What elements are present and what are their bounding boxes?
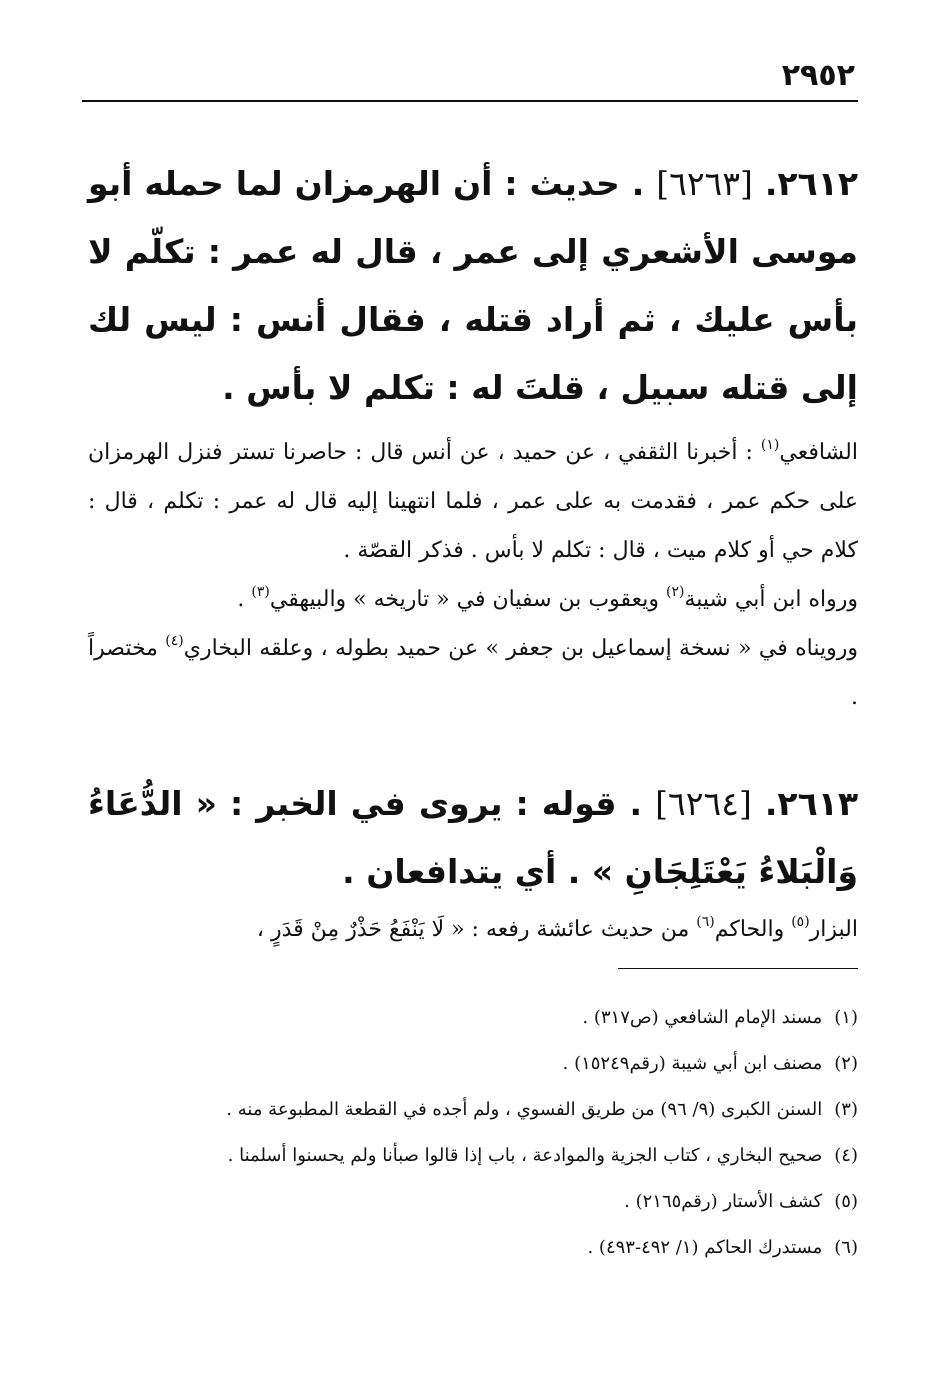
text-span: ويعقوب بن سفيان في « تاريخه » والبيهقي — [269, 587, 666, 612]
entry-text: . حديث : أن الهرمزان لما حمله أبو موسى الأشعري إلى عمر ، قال له عمر : تكلّم لا بأس عليك ، ثم أراد قتله ، فقال أنس : ليس لك إلى قتله سبيل ، قلتَ له : تكلم لا بأس . — [88, 164, 858, 407]
footnote-number: (٦) — [834, 1237, 858, 1258]
entry-reference: [٦٢٦٣] — [656, 164, 753, 203]
footnote-marker: (٦) — [696, 914, 715, 930]
footnote-number: (١) — [834, 1007, 858, 1028]
entry-2613-commentary — [88, 905, 858, 954]
footnote-marker: (١) — [760, 437, 780, 453]
footnote-text: مسند الإمام الشافعي (ص٣١٧) . — [582, 1007, 823, 1028]
footnote — [88, 1225, 858, 1271]
footnote — [88, 1041, 858, 1087]
footnote-separator — [618, 968, 858, 969]
footnote-number: (٥) — [834, 1191, 858, 1212]
text-span: الشافعي — [779, 440, 858, 465]
page-number: ٢٩٥٢ — [781, 58, 855, 93]
footnote-number: (٣) — [834, 1099, 858, 1120]
entry-2613-heading — [88, 770, 858, 906]
footnote-marker: (٢) — [665, 584, 685, 600]
entry-text: . قوله : يروى في الخبر : « الدُّعَاءُ وَالْبَلاءُ يَعْتَلِجَانِ » . أي يتدافعان . — [88, 784, 858, 891]
footnote — [88, 1087, 858, 1133]
footnote-text: السنن الكبرى (٩/ ٩٦) من طريق الفسوي ، ولم أجده في القطعة المطبوعة منه . — [226, 1099, 823, 1120]
footnotes — [88, 995, 858, 1271]
entry-number: ٢٦١٣. — [764, 784, 858, 823]
commentary-paragraph — [88, 428, 858, 575]
text-span: ورواه ابن أبي شيبة — [684, 587, 858, 612]
commentary-paragraph — [88, 575, 858, 624]
text-span: : أخبرنا الثقفي ، عن حميد ، عن أنس قال : حاصرنا تستر فنزل الهرمزان على حكم عمر ، فقدمت به على عمر ، فلما انتهينا إليه قال له عمر : تكلم ، قال : كلام حي أو كلام ميت ، قال : تكلم لا بأس . فذكر القصّة . — [88, 440, 858, 563]
text-span: من حديث عائشة رفعه : « لَا يَنْفَعُ حَذْرٌ مِنْ قَدَرٍ ، — [256, 917, 697, 942]
footnote — [88, 1133, 858, 1179]
footnote-text: مصنف ابن أبي شيبة (رقم١٥٢٤٩) . — [562, 1053, 823, 1074]
footnote-marker: (٥) — [791, 914, 810, 930]
footnote-text: صحيح البخاري ، كتاب الجزية والموادعة ، باب إذا قالوا صبأنا ولم يحسنوا أسلمنا . — [227, 1145, 823, 1166]
entry-number: ٢٦١٢. — [764, 164, 858, 203]
commentary-paragraph — [88, 624, 858, 722]
text-span: ورويناه في « نسخة إسماعيل بن جعفر » عن حميد بطوله ، وعلقه البخاري — [183, 636, 858, 661]
text-span: البزار — [809, 917, 858, 942]
footnote — [88, 1179, 858, 1225]
footnote-marker: (٤) — [165, 633, 184, 649]
footnote-text: كشف الأستار (رقم٢١٦٥) . — [624, 1191, 823, 1212]
entry-2612-commentary — [88, 428, 858, 722]
text-span: مختصراً . — [88, 636, 858, 710]
footnote-text: مستدرك الحاكم (١/ ٤٩٢-٤٩٣) . — [587, 1237, 823, 1258]
footnote-number: (٤) — [834, 1145, 858, 1166]
footnote-marker: (٣) — [251, 584, 270, 600]
entry-reference: [٦٢٦٤] — [655, 784, 752, 823]
text-span: . — [237, 587, 252, 612]
entry-2612-heading — [88, 150, 858, 422]
footnote-number: (٢) — [834, 1053, 858, 1074]
header-rule — [82, 100, 858, 102]
commentary-paragraph — [88, 905, 858, 954]
text-span: والحاكم — [714, 917, 792, 942]
footnote — [88, 995, 858, 1041]
